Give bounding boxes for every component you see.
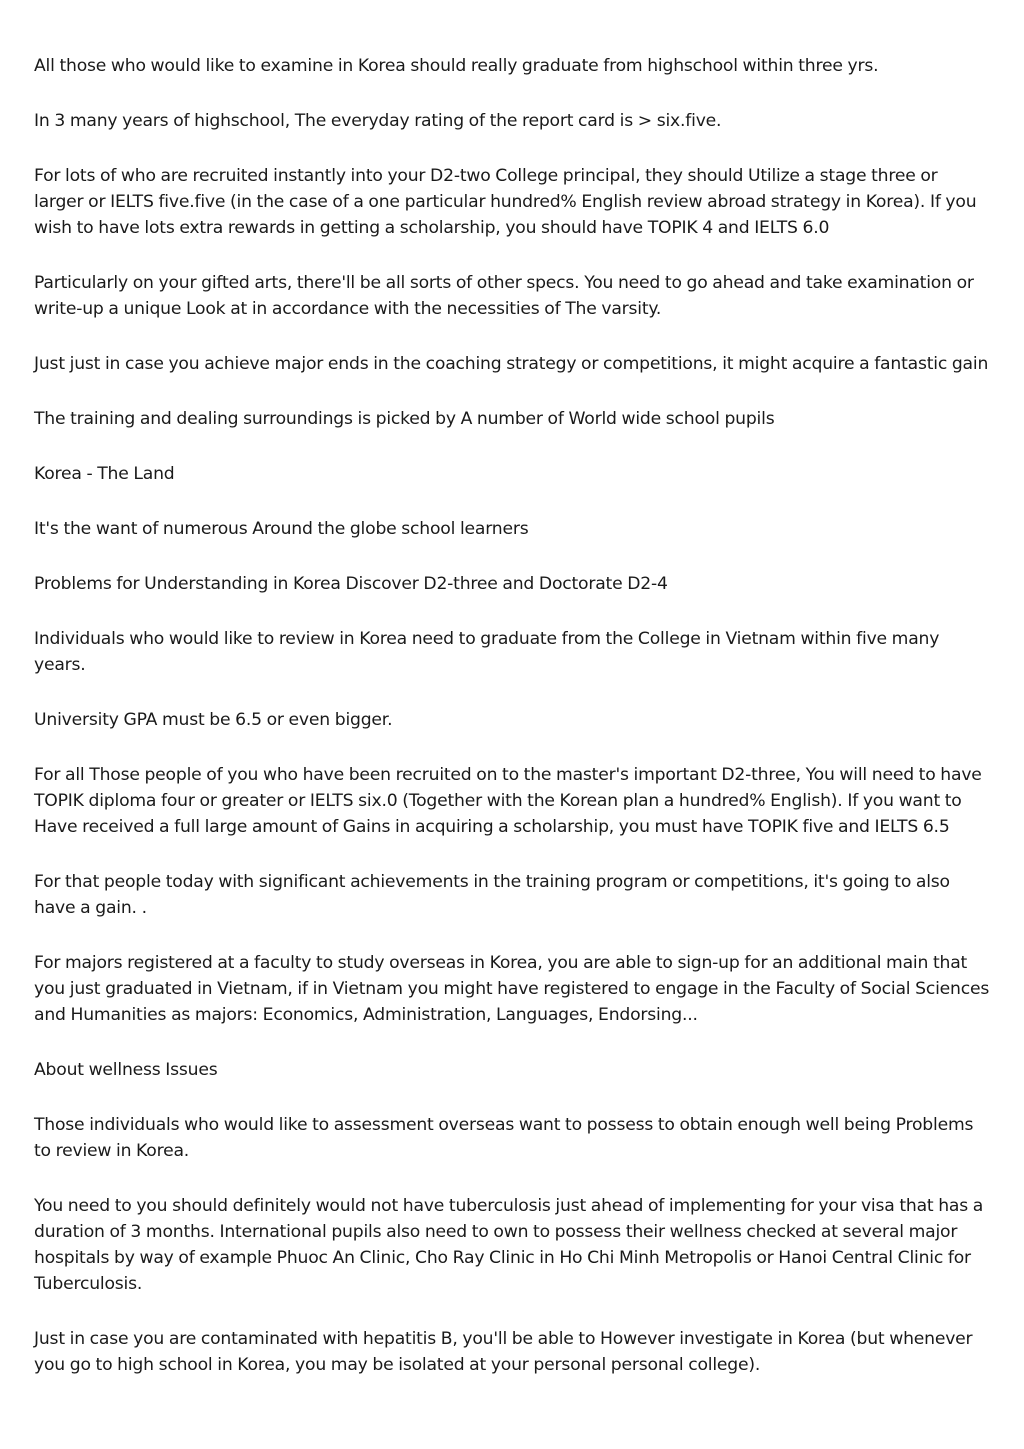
paragraph: Just in case you are contaminated with hepatitis B, you'll be able to However investigate in Korea (but whenever you go to high school in Korea, you may be isolated at your personal personal college). — [34, 1329, 973, 1375]
paragraph: For majors registered at a faculty to study overseas in Korea, you are able to sign-up for an additional main that you just graduated in Vietnam, if in Vietnam you might have registered to engage in the Faculty of Social Sciences and Humanities as majors: Economics, Administration, Languages, Endorsing... — [34, 953, 990, 1025]
paragraph: Particularly on your gifted arts, there'll be all sorts of other specs. You need to go ahead and take examination or write-up a unique Look at in accordance with the necessities of The varsity. — [34, 273, 974, 319]
paragraph: Those individuals who would like to assessment overseas want to possess to obtain enough well being Problems to review in Korea. — [34, 1115, 974, 1161]
paragraph: Individuals who would like to review in Korea need to graduate from the College in Vietnam within five many years. — [34, 629, 940, 675]
section-heading: Korea - The Land — [34, 464, 175, 484]
paragraph: University GPA must be 6.5 or even bigger. — [34, 710, 393, 730]
paragraph: It's the want of numerous Around the globe school learners — [34, 519, 529, 539]
paragraph: For lots of who are recruited instantly into your D2-two College principal, they should Utilize a stage three or larger or IELTS five.five (in the case of a one particular hundred% English review abroad strategy in Korea). If you wish to have lots extra rewards in getting a scholarship, you should have TOPIK 4 and IELTS 6.0 — [34, 166, 977, 238]
section-heading: Problems for Understanding in Korea Discover D2-three and Doctorate D2-4 — [34, 574, 668, 594]
paragraph: All those who would like to examine in Korea should really graduate from highschool within three yrs. — [34, 56, 879, 76]
paragraph: For that people today with significant achievements in the training program or competitions, it's going to also have a gain. . — [34, 872, 950, 918]
paragraph: You need to you should definitely would not have tuberculosis just ahead of implementing for your visa that has a duration of 3 months. International pupils also need to own to possess their wellness checked at several major hospitals by way of example Phuoc An Clinic, Cho Ray Clinic in Ho Chi Minh Metropolis or Hanoi Central Clinic for Tuberculosis. — [34, 1196, 984, 1294]
paragraph: For all Those people of you who have been recruited on to the master's important D2-three, You will need to have TOPIK diploma four or greater or IELTS six.0 (Together with the Korean plan a hundred% English). If you want to Have received a full large amount of Gains in acquiring a scholarship, you must have TOPIK five and IELTS 6.5 — [34, 765, 982, 837]
paragraph: Just just in case you achieve major ends in the coaching strategy or competitions, it might acquire a fantastic gain — [34, 354, 989, 374]
paragraph: In 3 many years of highschool, The everyday rating of the report card is > six.five. — [34, 111, 722, 131]
paragraph: The training and dealing surroundings is picked by A number of World wide school pupils — [34, 409, 775, 429]
section-heading: About wellness Issues — [34, 1060, 218, 1080]
